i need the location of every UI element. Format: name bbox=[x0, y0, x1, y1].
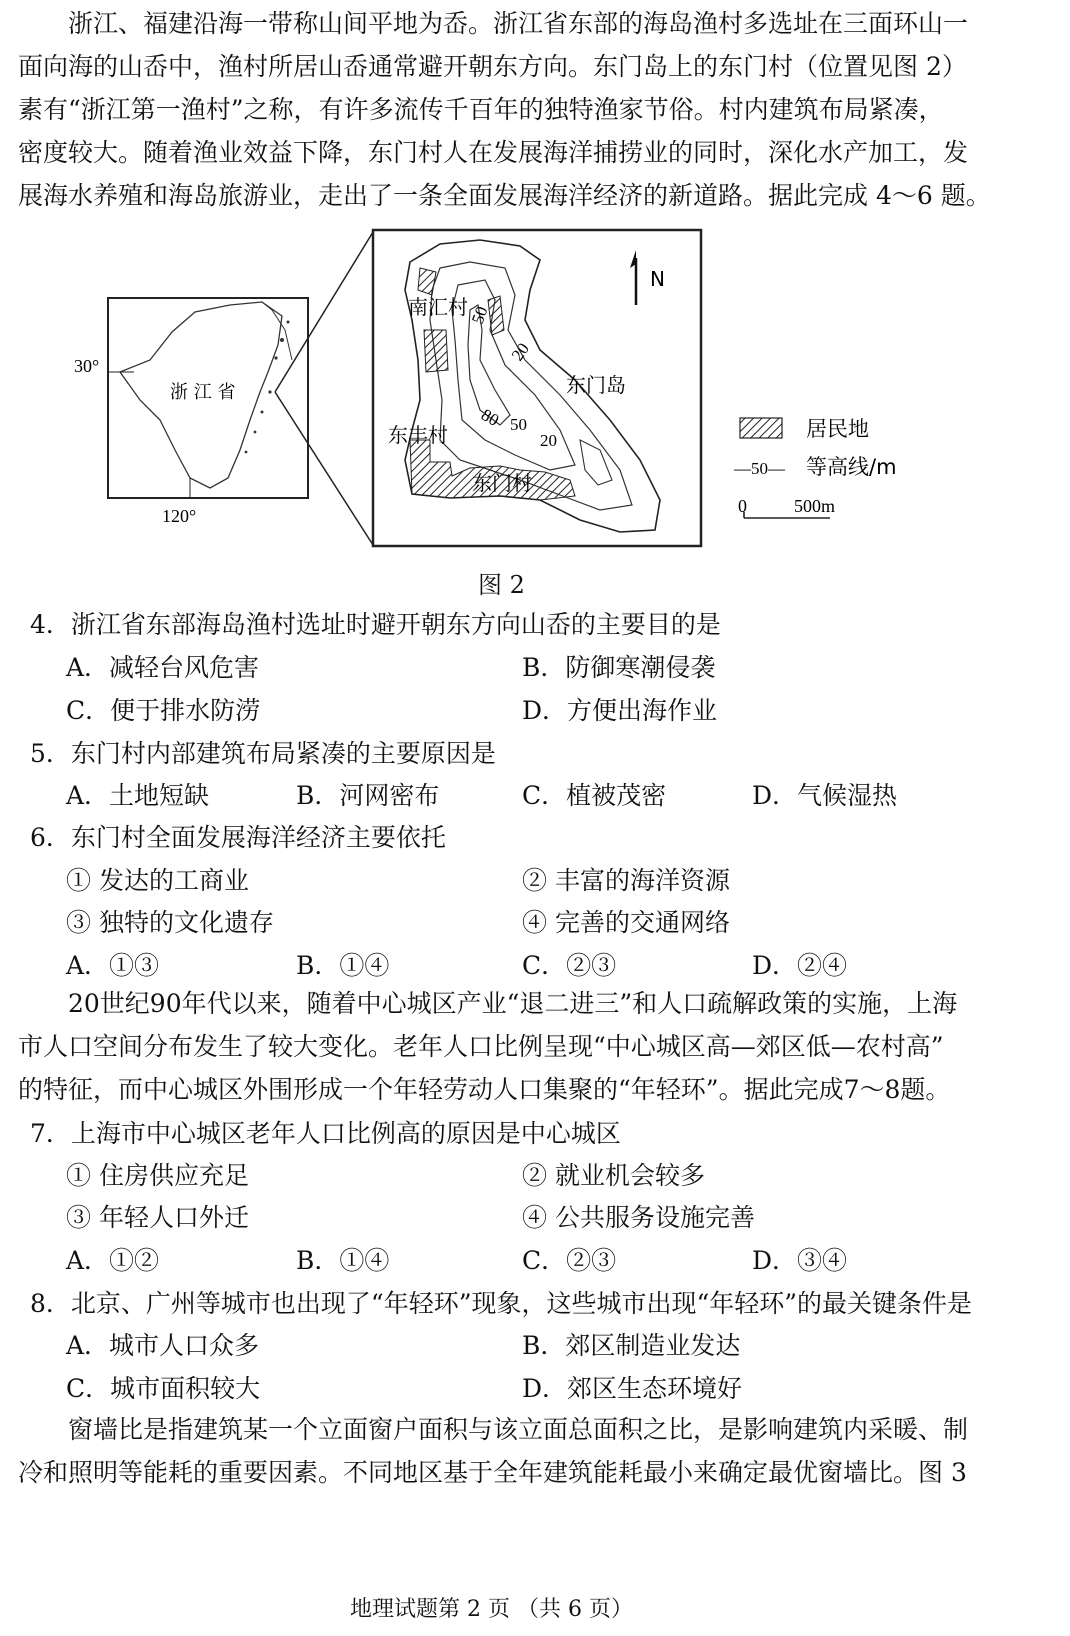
place-nanhui-village: 南汇村 bbox=[408, 295, 468, 319]
q6-item-3: ③ 独特的文化遗存 bbox=[66, 908, 274, 937]
question-8-stem: 8．北京、广州等城市也出现了“年轻环”现象，这些城市出现“年轻环”的最关键条件是 bbox=[30, 1289, 973, 1318]
page-footer: 地理试题第 2 页 （共 6 页） bbox=[350, 1597, 633, 1622]
intro-paragraph-2 bbox=[18, 982, 1048, 1111]
q8-option-c[interactable]: C．城市面积较大 bbox=[66, 1374, 261, 1403]
text-line: 浙江、福建沿海一带称山间平地为岙。浙江省东部的海岛渔村多选址在三面环山一 bbox=[68, 9, 969, 38]
q5-option-d[interactable]: D．气候湿热 bbox=[752, 781, 898, 810]
q6-item-4: ④ 完善的交通网络 bbox=[522, 908, 730, 937]
q5-option-b[interactable]: B．河网密布 bbox=[296, 781, 440, 810]
legend-residential: 居民地 bbox=[806, 417, 869, 441]
text-line: 的特征，而中心城区外围形成一个年轻劳动人口集聚的“年轻环”。据此完成7～8题。 bbox=[18, 1075, 951, 1104]
q6-option-c[interactable]: C．②③ bbox=[522, 951, 617, 980]
residential-nanhui-2 bbox=[424, 330, 448, 372]
legend-contour: 等高线/m bbox=[806, 455, 897, 479]
q7-option-d[interactable]: D．③④ bbox=[752, 1246, 848, 1275]
contour-label: 50 bbox=[510, 415, 527, 434]
question-7-stem: 7．上海市中心城区老年人口比例高的原因是中心城区 bbox=[30, 1119, 621, 1148]
q8-option-a[interactable]: A．城市人口众多 bbox=[66, 1331, 260, 1360]
question-5-stem: 5．东门村内部建筑布局紧凑的主要原因是 bbox=[30, 739, 496, 768]
q4-option-b[interactable]: B．防御寒潮侵袭 bbox=[522, 653, 716, 682]
text-line: 窗墙比是指建筑某一个立面窗户面积与该立面总面积之比，是影响建筑内采暖、制 bbox=[68, 1415, 969, 1444]
q7-item-2: ② 就业机会较多 bbox=[522, 1161, 705, 1190]
latitude-label: 30° bbox=[74, 356, 100, 376]
q6-option-d[interactable]: D．②④ bbox=[752, 951, 848, 980]
inset-map bbox=[74, 232, 373, 545]
contour-label: 50 bbox=[467, 303, 492, 327]
q5-option-c[interactable]: C．植被茂密 bbox=[522, 781, 667, 810]
text-line: 展海水养殖和海岛旅游业，走出了一条全面发展海洋经济的新道路。据此完成 4～6 题。 bbox=[18, 181, 991, 210]
text-line: 20世纪90年代以来，随着中心城区产业“退二进三”和人口疏解政策的实施，上海 bbox=[68, 989, 958, 1018]
legend-contour-sample: —50— bbox=[734, 459, 785, 478]
map-legend bbox=[733, 417, 897, 518]
q6-option-b[interactable]: B．①④ bbox=[296, 951, 390, 980]
contour-label: 20 bbox=[540, 431, 557, 450]
q7-option-a[interactable]: A．①② bbox=[66, 1246, 160, 1275]
q8-option-b[interactable]: B．郊区制造业发达 bbox=[522, 1331, 741, 1360]
q5-option-a[interactable]: A．土地短缺 bbox=[66, 781, 210, 810]
figure-caption: 图 2 bbox=[478, 571, 525, 599]
text-line: 面向海的山岙中，渔村所居山岙通常避开朝东方向。东门岛上的东门村（位置见图 2） bbox=[18, 52, 967, 81]
q6-option-a[interactable]: A．①③ bbox=[66, 951, 160, 980]
text-line: 素有“浙江第一渔村”之称，有许多流传千百年的独特渔家节俗。村内建筑布局紧凑， bbox=[18, 95, 944, 124]
question-6-stem: 6．东门村全面发展海洋经济主要依托 bbox=[30, 823, 446, 852]
contour-label: 80 bbox=[478, 405, 503, 430]
place-dongmen-village: 东门村 bbox=[472, 471, 532, 495]
q4-option-c[interactable]: C．便于排水防涝 bbox=[66, 696, 261, 725]
q6-item-2: ② 丰富的海洋资源 bbox=[522, 866, 730, 895]
q4-option-d[interactable]: D．方便出海作业 bbox=[522, 696, 718, 725]
text-line: 市人口空间分布发生了较大变化。老年人口比例呈现“中心城区高—郊区低—农村高” bbox=[18, 1032, 944, 1061]
q8-option-d[interactable]: D．郊区生态环境好 bbox=[522, 1374, 743, 1403]
intro-paragraph-3 bbox=[18, 1408, 1048, 1494]
scale-zero: 0 bbox=[738, 496, 747, 516]
place-dongmen-island: 东门岛 bbox=[566, 373, 626, 397]
detail-map bbox=[373, 230, 701, 546]
province-label: 浙 江 省 bbox=[170, 382, 236, 403]
figure-2-map bbox=[0, 0, 1070, 600]
text-line: 冷和照明等能耗的重要因素。不同地区基于全年建筑能耗最小来确定最优窗墙比。图 3 bbox=[18, 1458, 967, 1487]
q4-option-a[interactable]: A．减轻台风危害 bbox=[66, 653, 260, 682]
longitude-label: 120° bbox=[162, 506, 197, 526]
north-label: N bbox=[650, 267, 665, 291]
q7-option-c[interactable]: C．②③ bbox=[522, 1246, 617, 1275]
q7-item-4: ④ 公共服务设施完善 bbox=[522, 1203, 755, 1232]
q6-item-1: ① 发达的工商业 bbox=[66, 866, 249, 895]
q7-item-1: ① 住房供应充足 bbox=[66, 1161, 249, 1190]
contour-label: 20 bbox=[507, 339, 534, 365]
question-4-stem: 4．浙江省东部海岛渔村选址时避开朝东方向山岙的主要目的是 bbox=[30, 610, 721, 639]
q7-item-3: ③ 年轻人口外迁 bbox=[66, 1203, 249, 1232]
text-line: 密度较大。随着渔业效益下降，东门村人在发展海洋捕捞业的同时，深化水产加工，发 bbox=[18, 138, 969, 167]
q7-option-b[interactable]: B．①④ bbox=[296, 1246, 390, 1275]
place-dongfeng-village: 东丰村 bbox=[388, 423, 448, 447]
scale-value: 500m bbox=[794, 496, 836, 516]
